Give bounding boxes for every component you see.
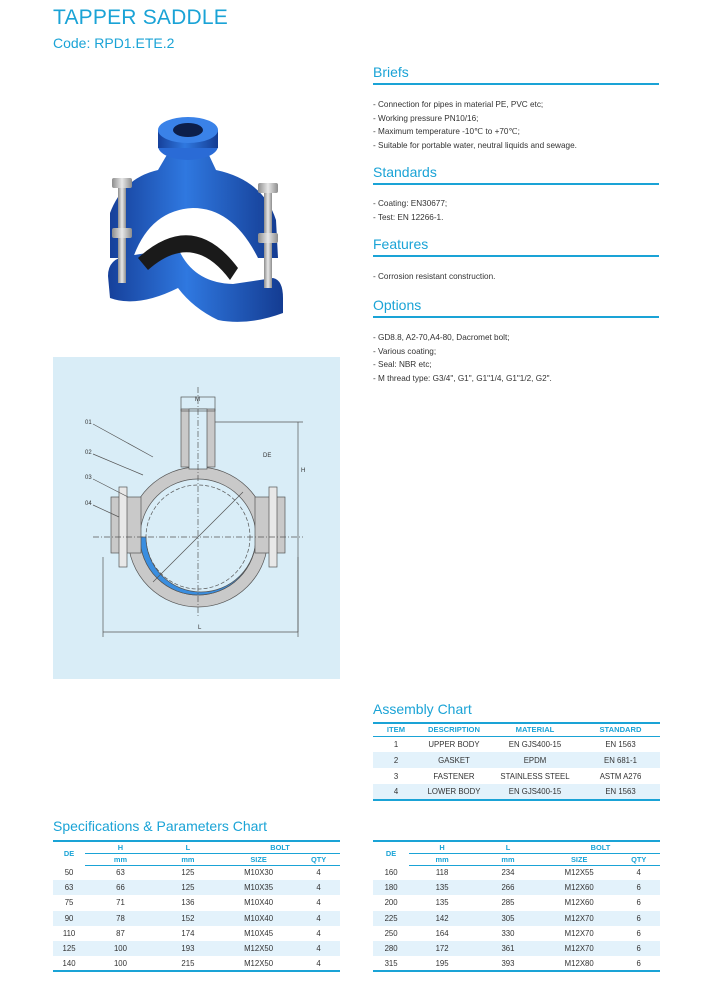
table-cell: M12X50 — [220, 941, 297, 956]
table-cell: 6 — [617, 941, 660, 956]
product-code: Code: RPD1.ETE.2 — [53, 35, 175, 51]
table-row — [53, 895, 340, 910]
drawing-label-02: 02 — [85, 450, 92, 456]
list-item: - GD8.8, A2-70,A4-80, Dacromet bolt; — [373, 333, 510, 342]
features-heading: Features — [373, 236, 659, 257]
specs-chart-title: Specifications & Parameters Chart — [53, 818, 267, 834]
table-cell: 180 — [373, 880, 409, 895]
table-row — [373, 895, 660, 910]
column-header: ITEM — [373, 723, 419, 736]
drawing-label-01: 01 — [85, 420, 92, 426]
column-header: H — [85, 841, 156, 853]
table-cell: 135 — [409, 880, 475, 895]
table-cell: M12X70 — [541, 911, 618, 926]
column-header: SIZE — [220, 853, 297, 865]
drawing-dim-h: H — [301, 468, 306, 474]
column-header: SIZE — [541, 853, 618, 865]
drawing-dim-l: L — [198, 625, 202, 631]
column-header: mm — [85, 853, 156, 865]
table-cell: M10X30 — [244, 868, 274, 878]
table-cell: 3 — [393, 771, 399, 781]
list-item: - Test: EN 12266-1. — [373, 212, 444, 222]
table-cell: 193 — [156, 941, 220, 956]
table-cell: 118 — [435, 868, 449, 878]
table-cell: 4 — [316, 868, 321, 878]
table-cell: 87 — [116, 928, 125, 938]
table-cell: 110 — [62, 928, 76, 938]
drawing-label-03: 03 — [85, 475, 92, 481]
table-row — [373, 752, 660, 768]
drawing-label-04: 04 — [85, 501, 92, 507]
features-list — [373, 270, 673, 284]
table-cell: GASKET — [419, 752, 489, 768]
table-cell: 140 — [53, 956, 85, 971]
table-row — [373, 865, 660, 880]
page-title: TAPPER SADDLE — [53, 6, 228, 29]
column-header: L — [156, 841, 220, 853]
table-cell: M12X60 — [541, 880, 618, 895]
drawing-dim-m: M — [195, 397, 200, 403]
table-cell: LOWER BODY — [419, 784, 489, 800]
table-cell: 4 — [297, 941, 340, 956]
table-cell: STAINLESS STEEL — [500, 771, 570, 781]
table-cell: 285 — [501, 898, 515, 908]
list-item: - Coating: EN30677; — [373, 199, 448, 208]
table-row — [373, 911, 660, 926]
table-cell: 125 — [181, 868, 195, 878]
specs-table-right — [373, 840, 660, 972]
list-item: - Various coating; — [373, 346, 437, 356]
table-cell: 234 — [501, 868, 515, 878]
list-item: - Connection for pipes in material PE, PVC etc; — [373, 100, 544, 109]
table-cell: M12X60 — [564, 898, 594, 908]
table-cell: 393 — [475, 956, 541, 971]
table-cell: 125 — [156, 880, 220, 895]
list-item: - Seal: NBR etc; — [373, 360, 432, 369]
table-row — [373, 784, 660, 800]
table-row — [373, 768, 660, 784]
table-cell: 4 — [636, 868, 641, 878]
product-photo — [98, 108, 288, 333]
table-cell: M10X40 — [244, 898, 274, 908]
table-cell: M12X50 — [220, 956, 297, 971]
table-cell: 63 — [116, 868, 125, 878]
table-cell: EN 1563 — [581, 784, 660, 800]
table-cell: EN 1563 — [605, 739, 636, 749]
table-row — [53, 941, 340, 956]
table-cell: 172 — [409, 941, 475, 956]
table-cell: EN GJS400-15 — [508, 739, 562, 749]
column-header: DESCRIPTION — [419, 723, 489, 736]
table-cell: 6 — [636, 928, 641, 938]
table-cell: 78 — [85, 911, 156, 926]
table-cell: 66 — [85, 880, 156, 895]
table-cell: 125 — [53, 941, 85, 956]
table-cell: 315 — [373, 956, 409, 971]
column-header: MATERIAL — [489, 723, 581, 736]
table-cell: 152 — [156, 911, 220, 926]
column-header: STANDARD — [581, 723, 660, 736]
briefs-heading: Briefs — [373, 64, 659, 85]
table-cell: 100 — [85, 941, 156, 956]
table-row — [373, 880, 660, 895]
briefs-list — [373, 98, 673, 152]
table-cell: UPPER BODY — [428, 739, 480, 749]
table-row — [53, 880, 340, 895]
table-cell: 2 — [373, 752, 419, 768]
table-cell: M12X80 — [541, 956, 618, 971]
column-header: L — [475, 841, 541, 853]
standards-heading: Standards — [373, 164, 659, 185]
column-header: QTY — [617, 853, 660, 865]
table-row — [53, 956, 340, 971]
column-header: QTY — [297, 853, 340, 865]
table-cell: 4 — [297, 880, 340, 895]
table-cell: M12X70 — [564, 928, 594, 938]
table-cell: M10X35 — [220, 880, 297, 895]
table-cell: 200 — [384, 898, 398, 908]
table-cell: 160 — [384, 868, 398, 878]
table-cell: 6 — [636, 898, 641, 908]
table-cell: M12X70 — [541, 941, 618, 956]
table-cell: ASTM A276 — [599, 771, 642, 781]
table-cell: M10X40 — [220, 911, 297, 926]
table-cell: 4 — [373, 784, 419, 800]
assembly-table — [373, 722, 660, 801]
table-cell: 136 — [181, 898, 195, 908]
table-cell: 4 — [297, 911, 340, 926]
table-row — [53, 865, 340, 880]
table-row — [373, 941, 660, 956]
table-cell: 215 — [156, 956, 220, 971]
table-cell: EPDM — [489, 752, 581, 768]
table-row — [53, 911, 340, 926]
table-row — [53, 926, 340, 941]
table-cell: EN GJS400-15 — [489, 784, 581, 800]
table-cell: 266 — [475, 880, 541, 895]
table-cell: 6 — [617, 956, 660, 971]
assembly-chart-title: Assembly Chart — [373, 701, 472, 717]
list-item: - Suitable for portable water, neutral liquids and sewage. — [373, 140, 577, 150]
table-cell: FASTENER — [433, 771, 475, 781]
table-cell: 135 — [435, 898, 449, 908]
table-cell: 4 — [297, 956, 340, 971]
table-cell: 225 — [373, 911, 409, 926]
options-heading: Options — [373, 297, 659, 318]
table-cell: 1 — [393, 739, 399, 749]
table-row — [373, 736, 660, 752]
table-cell: 4 — [316, 928, 321, 938]
table-cell: EN 681-1 — [581, 752, 660, 768]
table-cell: 280 — [373, 941, 409, 956]
table-cell: 195 — [409, 956, 475, 971]
column-header: mm — [156, 853, 220, 865]
column-header: mm — [409, 853, 475, 865]
table-cell: 4 — [316, 898, 321, 908]
table-cell: 142 — [409, 911, 475, 926]
table-cell: 50 — [64, 868, 74, 878]
table-cell: 63 — [53, 880, 85, 895]
table-cell: 164 — [435, 928, 449, 938]
list-item: - Working pressure PN10/16; — [373, 113, 479, 123]
specs-table-left — [53, 840, 340, 972]
column-header: BOLT — [220, 841, 340, 853]
column-header: DE — [53, 841, 85, 865]
column-header: BOLT — [541, 841, 660, 853]
table-cell: 305 — [475, 911, 541, 926]
column-header: mm — [475, 853, 541, 865]
table-cell: 361 — [475, 941, 541, 956]
table-row — [373, 926, 660, 941]
table-cell: 174 — [181, 928, 195, 938]
table-cell: M12X55 — [564, 868, 594, 878]
table-cell: 330 — [501, 928, 515, 938]
list-item: - Corrosion resistant construction. — [373, 272, 496, 281]
table-cell: 75 — [64, 898, 74, 908]
standards-list — [373, 197, 673, 224]
column-header: DE — [373, 841, 409, 865]
table-cell: 90 — [53, 911, 85, 926]
options-list — [373, 331, 673, 385]
table-cell: 6 — [617, 911, 660, 926]
table-cell: 71 — [116, 898, 125, 908]
column-header: H — [409, 841, 475, 853]
table-cell: 250 — [384, 928, 398, 938]
table-cell: M10X45 — [244, 928, 274, 938]
table-cell: 100 — [85, 956, 156, 971]
list-item: - M thread type: G3/4", G1", G1"1/4, G1"1/2, G2". — [373, 373, 552, 383]
table-cell: 6 — [617, 880, 660, 895]
technical-drawing — [53, 357, 340, 679]
list-item: - Maximum temperature -10℃ to +70℃; — [373, 127, 520, 136]
drawing-dim-de: DE — [263, 453, 272, 459]
table-row — [373, 956, 660, 971]
